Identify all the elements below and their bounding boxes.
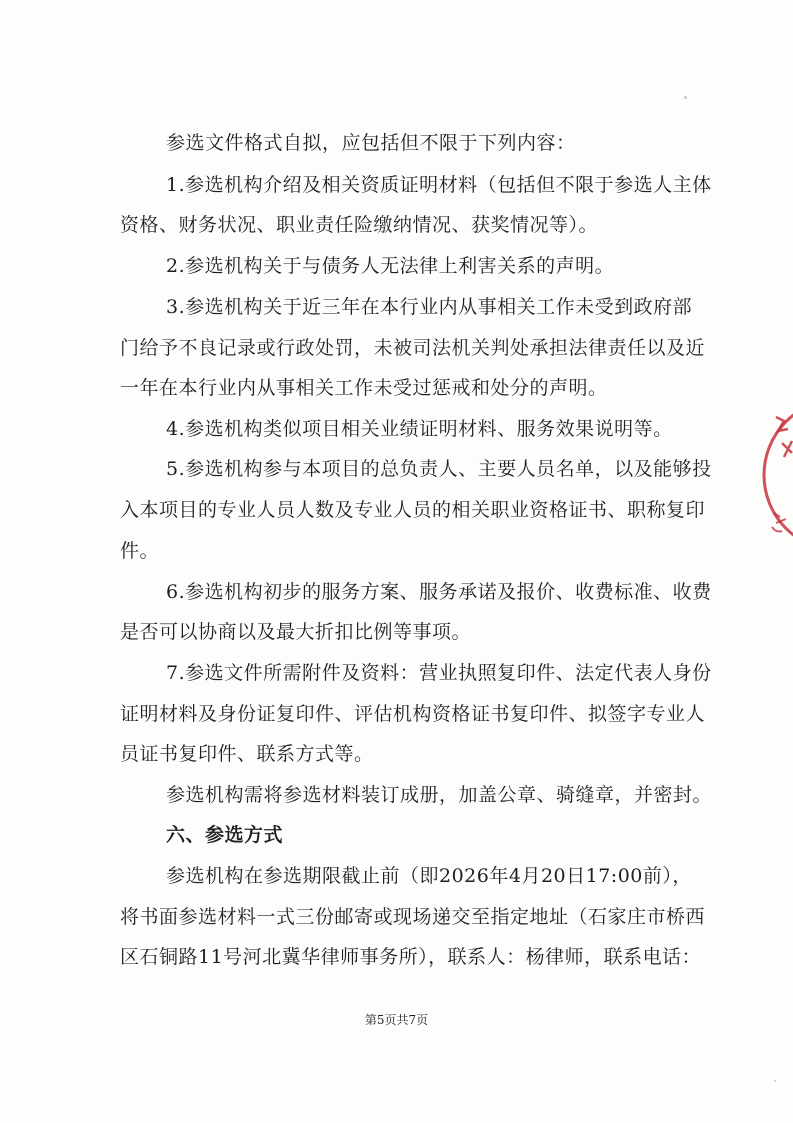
list-item-3: 3.参选机构关于近三年在本行业内从事相关工作未受到政府部	[166, 296, 693, 318]
seal-mark	[782, 441, 792, 457]
list-item-6: 6.参选机构初步的服务方案、服务承诺及报价、收费标准、收费	[166, 581, 712, 603]
body-line: 参选文件格式自拟，应包括但不限于下列内容：	[166, 132, 576, 154]
list-item-7: 7.参选文件所需附件及资料：营业执照复印件、法定代表人身份	[166, 662, 712, 684]
list-item-2: 2.参选机构关于与债务人无法律上利害关系的声明。	[166, 255, 615, 277]
body-line: 参选机构需将参选材料装订成册，加盖公章、骑缝章，并密封。	[166, 784, 713, 806]
body-line: 件。	[120, 540, 160, 562]
body-line: 将书面参选材料一式三份邮寄或现场递交至指定地址（石家庄市桥西	[120, 906, 706, 928]
body-line: 入本项目的专业人员人数及专业人员的相关职业资格证书、职称复印	[120, 499, 706, 521]
seal-ring	[764, 399, 793, 551]
body-line: 区石铜路11号河北冀华律师事务所），联系人：杨律师，联系电话：	[120, 946, 702, 968]
body-line: 一年在本行业内从事相关工作未受过惩戒和处分的声明。	[120, 377, 608, 399]
body-line: 参选机构在参选期限截止前（即2026年4月20日17:00前），	[166, 865, 692, 887]
body-line: 门给予不良记录或行政处罚，未被司法机关判处承担法律责任以及近	[120, 337, 706, 359]
list-item-5: 5.参选机构参与本项目的总负责人、主要人员名单，以及能够投	[166, 458, 712, 480]
list-item-1: 1.参选机构介绍及相关资质证明材料（包括但不限于参选人主体	[166, 174, 712, 196]
body-line: 资格、财务状况、职业责任险缴纳情况、获奖情况等）。	[120, 214, 599, 236]
scan-speck	[774, 1080, 776, 1082]
section-heading: 六、参选方式	[166, 824, 284, 846]
list-item-4: 4.参选机构类似项目相关业绩证明材料、服务效果说明等。	[166, 418, 673, 440]
body-line: 证明材料及身份证复印件、评估机构资格证书复印件、拟签字专业人	[120, 703, 706, 725]
seal-stamp-fragment	[752, 395, 793, 555]
scan-speck	[684, 96, 687, 99]
seal-mark	[772, 527, 782, 532]
page-footer: 第5页共7页	[364, 1013, 429, 1027]
body-line: 员证书复印件、联系方式等。	[120, 743, 374, 765]
body-line: 是否可以协商以及最大折扣比例等事项。	[120, 621, 472, 643]
